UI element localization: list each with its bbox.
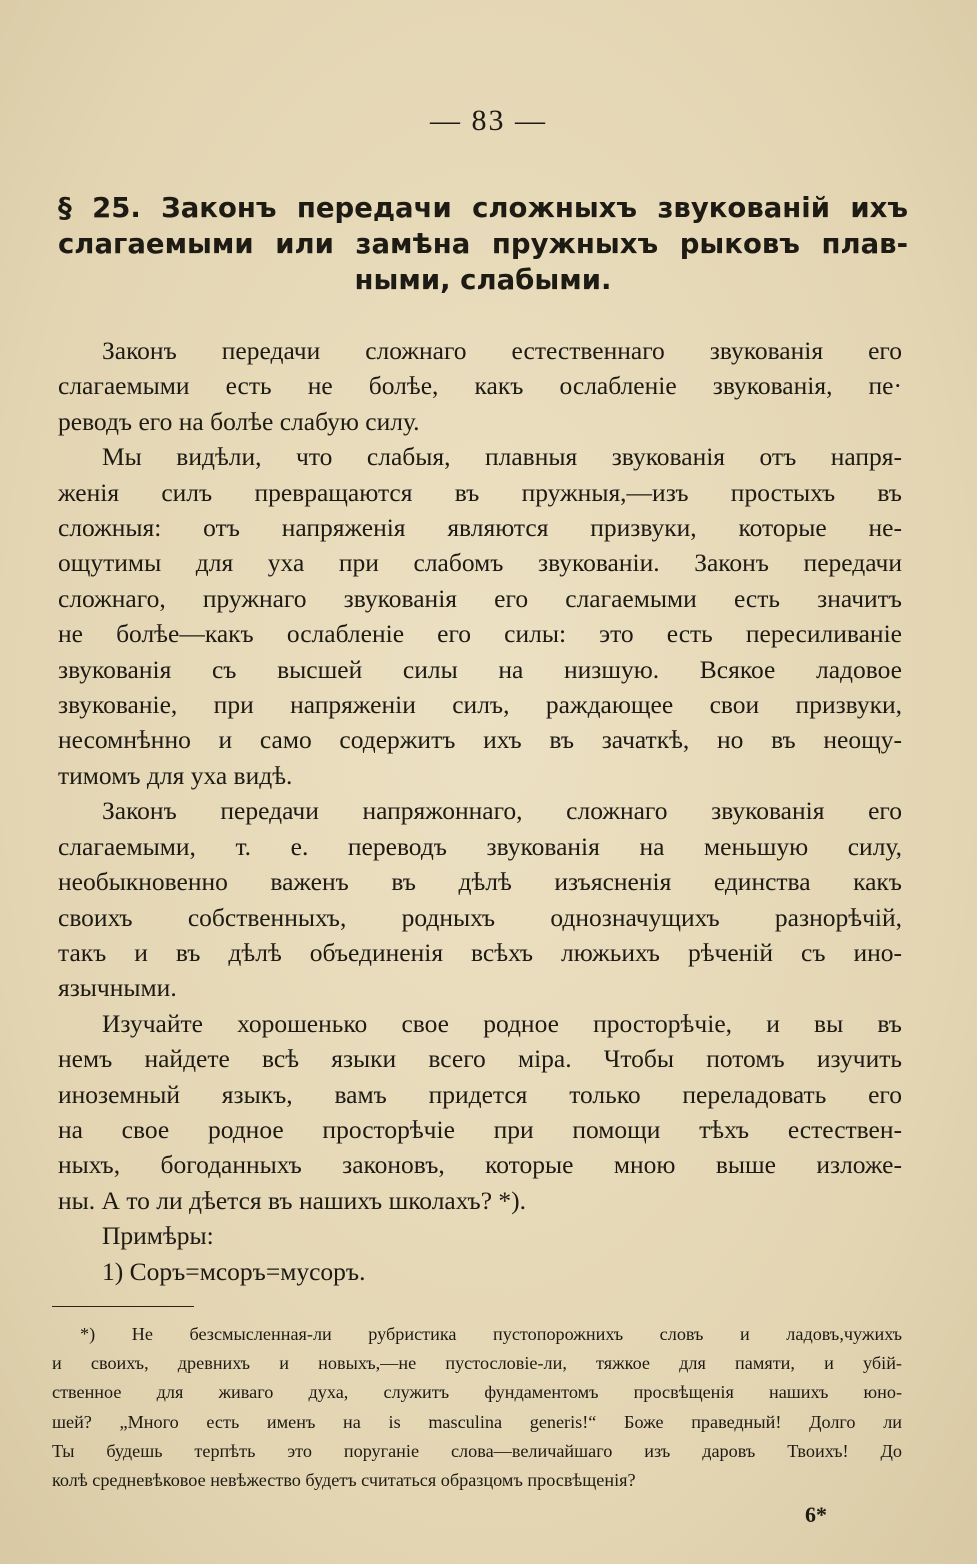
paragraph [58,439,902,793]
paragraph [58,793,902,1005]
examples-label: Примѣры: [102,1221,214,1251]
text-line: такъ и въ дѣлѣ объединенія всѣхъ люжьихъ рѣченій съ ино- [58,937,902,967]
text-line: женія силъ превращаются въ пружныя,—изъ простыхъ въ [58,477,902,507]
text-line: язычными. [58,973,177,1003]
text-line: слагаемыми есть не болѣе, какъ ослабленіе звукованія, пе· [58,371,902,401]
text-line: иноземный языкъ, вамъ придется только переладовать его [58,1079,902,1109]
signature-mark: 6* [805,1502,827,1527]
text-line: Законъ передачи напряжоннаго, сложнаго звукованія его [102,796,902,826]
paragraph [58,1254,902,1289]
text-line: Мы видѣли, что слабыя, плавныя звукованія отъ напря- [102,442,902,472]
paragraph [58,1218,902,1253]
section-heading [58,190,908,298]
footnote-line: *) Не безсмысленная-ли рубристика пустопорожнихъ словъ и ладовъ,чужихъ [80,1324,902,1344]
footnote-line: ственное для живаго духа, служитъ фундаментомъ просвѣщенія нашихъ юно- [52,1382,902,1403]
text-line: сложнаго, пружнаго звукованія его слагаемыми есть значитъ [58,583,902,613]
text-line: реводъ его на болѣе слабую силу. [58,406,420,436]
example-item: 1) Соръ=мсоръ=мусоръ. [102,1256,366,1286]
paragraph [58,1006,902,1218]
footnote-line: колѣ средневѣковое невѣжество будетъ считаться образцомъ просвѣщенія? [52,1470,636,1491]
text-line: немъ найдете всѣ языки всего міра. Чтобы потомъ изучить [58,1044,902,1074]
footnote-divider [52,1306,194,1307]
text-line: не болѣе—какъ ослабленіе его силы: это есть пересиливаніе [58,619,902,649]
text-line: звукованіе, при напряженіи силъ, раждающее свои призвуки, [58,690,902,720]
text-line: тимомъ для уха видѣ. [58,760,293,790]
footnote [52,1320,902,1495]
text-line: ощутимы для уха при слабомъ звукованіи. Законъ передачи [58,548,902,578]
text-line: ныхъ, богоданныхъ законовъ, которые мною выше изложе- [58,1150,902,1180]
footnote-line: шей? „Много есть именъ на is masculina generis!“ Боже праведный! Долго ли [52,1411,902,1432]
page-number: — 83 — [430,104,547,137]
heading-line: ными, слабыми. [354,264,612,296]
heading-line: слагаемыми или замѣна пружныхъ рыковъ плав- [58,228,908,260]
text-line: сложныя: отъ напряженія являются призвуки, которые не- [58,513,902,543]
text-line: несомнѣнно и само содержитъ ихъ въ зачаткѣ, но въ неощу- [58,725,902,755]
text-line: Изучайте хорошенько свое родное просторѣчіе, и вы въ [102,1008,902,1038]
text-line: ны. А то ли дѣется въ нашихъ школахъ? *). [58,1185,527,1215]
footnote-line: и своихъ, древнихъ и новыхъ,—не пустословіе-ли, тяжкое для памяти, и убій- [52,1353,902,1374]
text-line: на свое родное просторѣчіе при помощи тѣхъ естествен- [58,1114,902,1144]
body-text [58,333,902,1289]
text-line: Законъ передачи сложнаго естественнаго звукованія его [102,336,902,365]
text-line: звукованія съ высшей силы на низшую. Всякое ладовое [58,654,902,684]
text-line: своихъ собственныхъ, родныхъ однозначущихъ разнорѣчій, [58,902,902,932]
paragraph [58,333,902,439]
heading-line: § 25. Законъ передачи сложныхъ звукованій ихъ [58,192,908,224]
text-line: слагаемыми, т. е. переводъ звукованія на меньшую силу, [58,831,902,861]
text-line: необыкновенно важенъ въ дѣлѣ изъясненія единства какъ [58,867,902,897]
footnote-line: Ты будешь терпѣть это поруганіе слова—величайшаго изъ даровъ Твоихъ! До [52,1440,902,1461]
